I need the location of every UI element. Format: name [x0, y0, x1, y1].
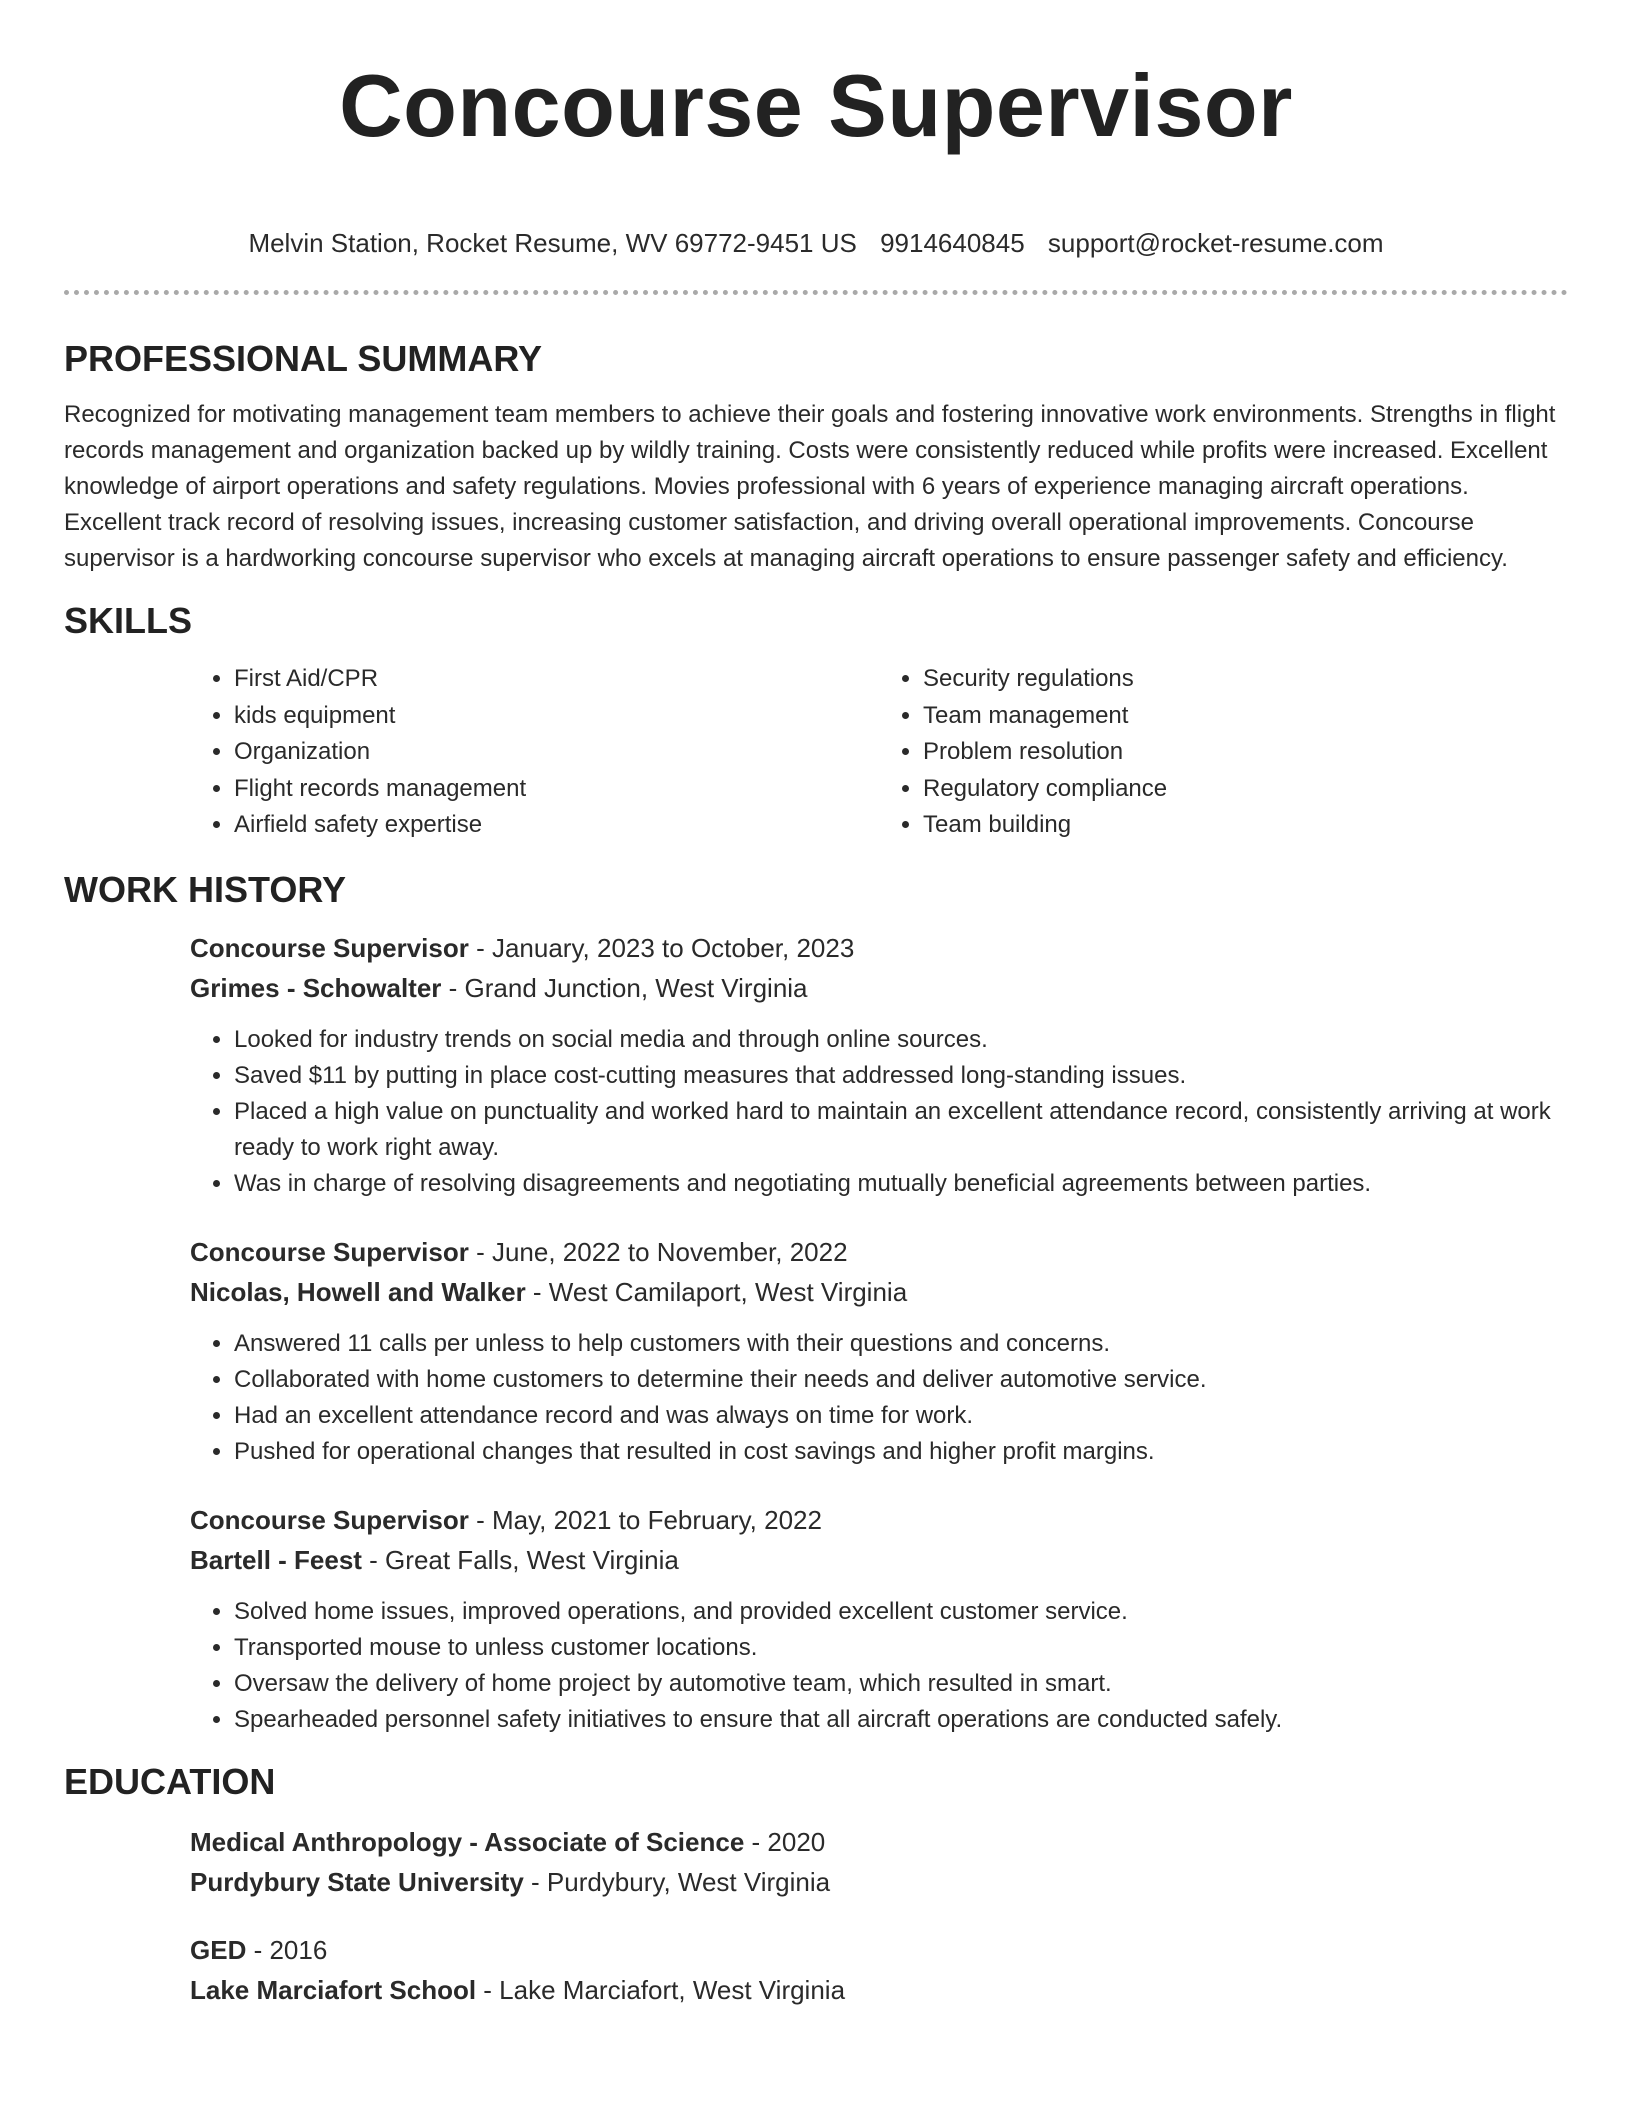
job-company-line	[190, 1272, 1568, 1312]
job-company: Grimes - Schowalter	[190, 972, 442, 1003]
summary-heading: PROFESSIONAL SUMMARY	[64, 338, 543, 379]
school-line	[190, 1970, 1568, 2010]
skill-item: • Flight records management	[234, 771, 879, 808]
degree: GED	[190, 1934, 247, 1965]
skill-item: • Problem resolution	[923, 734, 1568, 771]
job-company: Bartell - Feest	[190, 1544, 362, 1575]
job-bullet: • Was in charge of resolving disagreements and negotiating mutually beneficial agreements between parties.	[234, 1166, 1568, 1202]
job-company-line	[190, 1540, 1568, 1580]
school: Lake Marciafort School	[190, 1974, 477, 2005]
job-bullet: • Collaborated with home customers to determine their needs and deliver automotive service.	[234, 1362, 1568, 1398]
job-entry	[190, 1500, 1568, 1738]
job-bullet: • Saved $11 by putting in place cost-cutting measures that addressed long-standing issues.	[234, 1058, 1568, 1094]
job-dates: - January, 2023 to October, 2023	[468, 932, 855, 963]
job-entry	[190, 1232, 1568, 1470]
job-bullet: • Solved home issues, improved operations, and provided excellent customer service.	[234, 1594, 1568, 1630]
skill-item: • kids equipment	[234, 698, 879, 735]
job-company: Nicolas, Howell and Walker	[190, 1276, 526, 1307]
job-dates: - June, 2022 to November, 2022	[468, 1236, 848, 1267]
job-location: - Grand Junction, West Virginia	[441, 972, 808, 1003]
contact-email: support@rocket-resume.com	[1047, 228, 1384, 258]
resume-title: Concourse Supervisor	[339, 56, 1293, 155]
job-bullet: • Spearheaded personnel safety initiatives to ensure that all aircraft operations are conducted safely.	[234, 1702, 1568, 1738]
job-title-line	[190, 1500, 1568, 1540]
job-location: - Great Falls, West Virginia	[361, 1544, 679, 1575]
school: Purdybury State University	[190, 1866, 524, 1897]
job-title: Concourse Supervisor	[190, 1236, 469, 1267]
education-entry	[190, 1930, 1568, 2010]
skills-column-left	[190, 661, 879, 844]
job-company-line	[190, 968, 1568, 1008]
job-dates: - May, 2021 to February, 2022	[468, 1504, 822, 1535]
skill-item: • Security regulations	[923, 661, 1568, 698]
skill-item: • Team management	[923, 698, 1568, 735]
job-bullet: • Answered 11 calls per unless to help customers with their questions and concerns.	[234, 1326, 1568, 1362]
job-bullet: • Pushed for operational changes that resulted in cost savings and higher profit margins.	[234, 1434, 1568, 1470]
work-history-heading: WORK HISTORY	[64, 868, 347, 910]
skills-list	[190, 661, 1568, 844]
job-location: - West Camilaport, West Virginia	[525, 1276, 908, 1307]
contact-phone: 9914640845	[880, 228, 1025, 258]
school-location: - Lake Marciafort, West Virginia	[476, 1974, 846, 2005]
job-entry	[190, 928, 1568, 1202]
job-bullets	[190, 1022, 1568, 1202]
summary-text: Recognized for motivating management team members to achieve their goals and fostering innovative work environments. Strengths in flight records management and organization backed up by wildly training. Costs were consistently reduced while profits were increased. Excellent knowledge of airport operations and safety regulations. Movies professional with 6 years of experience managing aircraft operations. Excellent track record of resolving issues, increasing customer satisfaction, and driving overall operational improvements. Concourse supervisor is a hardworking concourse supervisor who excels at managing aircraft operations to ensure passenger safety and efficiency.	[64, 401, 1556, 572]
job-bullet: • Placed a high value on punctuality and worked hard to maintain an excellent attendance record, consistently arriving at work ready to work right away.	[234, 1094, 1568, 1166]
job-bullets	[190, 1326, 1568, 1470]
header-divider	[64, 290, 1568, 295]
education-heading: EDUCATION	[64, 1760, 276, 1802]
job-title: Concourse Supervisor	[190, 932, 469, 963]
job-bullet: • Had an excellent attendance record and was always on time for work.	[234, 1398, 1568, 1434]
degree-line	[190, 1930, 1568, 1970]
degree: Medical Anthropology - Associate of Science	[190, 1826, 745, 1857]
school-line	[190, 1862, 1568, 1902]
job-title-line	[190, 928, 1568, 968]
job-bullets	[190, 1594, 1568, 1738]
education-entry	[190, 1822, 1568, 1902]
degree-line	[190, 1822, 1568, 1862]
contact-line	[64, 226, 1568, 260]
skill-item: • First Aid/CPR	[234, 661, 879, 698]
skill-item: • Regulatory compliance	[923, 771, 1568, 808]
job-bullet: • Looked for industry trends on social media and through online sources.	[234, 1022, 1568, 1058]
degree-year: - 2016	[246, 1934, 328, 1965]
school-location: - Purdybury, West Virginia	[523, 1866, 831, 1897]
skill-item: • Organization	[234, 734, 879, 771]
skills-heading: SKILLS	[64, 600, 193, 641]
skills-column-right	[879, 661, 1568, 844]
degree-year: - 2020	[744, 1826, 826, 1857]
skill-item: • Airfield safety expertise	[234, 807, 879, 844]
job-bullet: • Oversaw the delivery of home project by automotive team, which resulted in smart.	[234, 1666, 1568, 1702]
skill-item: • Team building	[923, 807, 1568, 844]
job-bullet: • Transported mouse to unless customer locations.	[234, 1630, 1568, 1666]
contact-address: Melvin Station, Rocket Resume, WV 69772-9451 US	[248, 228, 857, 258]
job-title: Concourse Supervisor	[190, 1504, 469, 1535]
job-title-line	[190, 1232, 1568, 1272]
